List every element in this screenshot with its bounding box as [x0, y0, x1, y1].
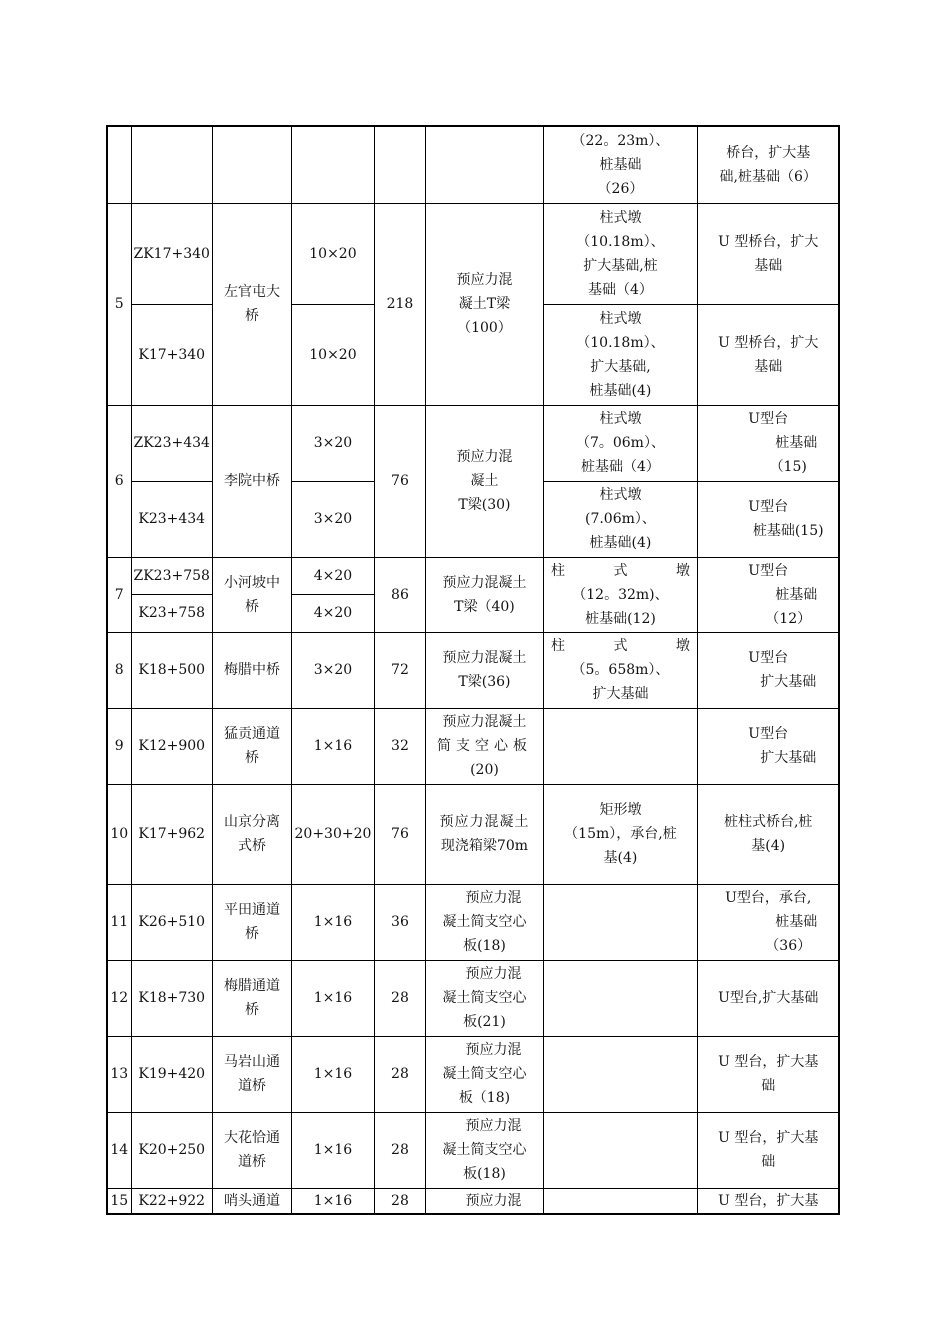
- cell-span: 1×16: [291, 1036, 374, 1112]
- cell-span: 1×16: [291, 884, 374, 960]
- text-line: (20): [470, 762, 499, 778]
- text-line: 础: [761, 1078, 776, 1094]
- text-line: 猛贡通道: [223, 726, 280, 742]
- cell-abutment: [697, 1036, 839, 1112]
- text-line: U型台: [748, 562, 789, 579]
- table-row: [107, 1112, 839, 1188]
- cell-stake: K23+434: [131, 481, 212, 557]
- cell-superstructure: [425, 884, 543, 960]
- cell-stake: K23+758: [131, 594, 212, 632]
- text-line: 预应力混凝土: [439, 814, 530, 830]
- cell-stake: ZK23+758: [131, 557, 212, 594]
- cell-abutment: [697, 126, 839, 203]
- cell-stake: [131, 126, 212, 203]
- text-line: U型台,扩大基础: [718, 990, 819, 1006]
- text-line: U 型桥台，扩大: [718, 233, 819, 250]
- text-line: （10.18m）、: [576, 334, 665, 351]
- table-row: [107, 1036, 839, 1112]
- cell-name: [212, 884, 291, 960]
- cell-abutment: [697, 884, 839, 960]
- cell-length: 32: [374, 708, 425, 784]
- text-line: （7。06m）、: [575, 435, 665, 451]
- cell-no: 15: [107, 1188, 131, 1214]
- text-line: 左官屯大: [223, 284, 280, 300]
- cell-abutment: [697, 708, 839, 784]
- cell-length: 28: [374, 960, 425, 1036]
- text-line: 道桥: [237, 1078, 266, 1094]
- cell-length: 28: [374, 1112, 425, 1188]
- cell-stake: K26+510: [131, 884, 212, 960]
- text-line: 桥: [244, 926, 259, 942]
- cell-no: 6: [107, 405, 131, 557]
- cell-stake: K17+962: [131, 784, 212, 884]
- cell-no: 10: [107, 784, 131, 884]
- table-row: [107, 1188, 839, 1214]
- text-line: 桩基础（4）: [580, 459, 660, 475]
- cell-length: 72: [374, 632, 425, 708]
- cell-span: 10×20: [291, 203, 374, 304]
- cell-length: 36: [374, 884, 425, 960]
- text-line: 式桥: [237, 838, 266, 854]
- text-line: 桩基础: [775, 914, 818, 930]
- cell-length: 76: [374, 405, 425, 557]
- text-line: 扩大基础,: [590, 358, 651, 375]
- text-line: 凝土: [470, 473, 499, 489]
- text-line: 桩基础(4): [589, 382, 652, 399]
- cell-name: [212, 557, 291, 632]
- text-line: （12。32m)、: [572, 586, 669, 603]
- text-line: （15m），承台,桩: [564, 826, 677, 842]
- text-line: 预应力混: [456, 449, 513, 465]
- cell-no: 12: [107, 960, 131, 1036]
- cell-span: 3×20: [291, 405, 374, 481]
- cell-span: 4×20: [291, 557, 374, 594]
- text-line: 预应力混: [465, 1118, 522, 1134]
- text-line: （36）: [765, 938, 812, 954]
- text-line: 梅腊中桥: [223, 662, 280, 678]
- text-line: 板(18): [463, 938, 506, 954]
- table-row: [107, 126, 839, 203]
- text-line: 凝土简支空心: [442, 990, 527, 1006]
- cell-superstructure: [425, 203, 543, 405]
- cell-abutment: [697, 632, 839, 708]
- cell-pier: [543, 1112, 697, 1188]
- text-line: （26）: [597, 180, 644, 197]
- table-row: [107, 405, 839, 481]
- text-line: 山京分离: [223, 814, 280, 830]
- text-line: 基(4): [603, 850, 638, 866]
- text-line: 凝土简支空心: [442, 1066, 527, 1082]
- text-line: 柱式墩: [599, 487, 642, 503]
- bridge-table: [106, 125, 840, 1215]
- text-line: 桩基础(15): [752, 523, 824, 539]
- text-line: 梅腊通道: [223, 978, 280, 994]
- cell-abutment: [697, 784, 839, 884]
- text-line: 扩大基础: [760, 674, 817, 690]
- cell-pier: [543, 632, 697, 708]
- text-line: 础: [761, 1154, 776, 1170]
- cell-name: [212, 126, 291, 203]
- text-line: 道桥: [237, 1154, 266, 1170]
- cell-name: [212, 1036, 291, 1112]
- cell-pier: [543, 203, 697, 304]
- text-line: 大花恰通: [223, 1130, 280, 1146]
- cell-pier: [543, 1036, 697, 1112]
- text-line: U型台，承台,: [725, 890, 812, 906]
- text-line: 桩基础(4): [589, 535, 652, 551]
- cell-abutment: [697, 304, 839, 405]
- cell-superstructure: [425, 708, 543, 784]
- cell-name: [212, 1112, 291, 1188]
- cell-stake: K12+900: [131, 708, 212, 784]
- text-line: 桩基础: [775, 435, 818, 451]
- cell-span: [291, 126, 374, 203]
- cell-abutment: [697, 1188, 839, 1214]
- text-line: （15): [769, 459, 807, 475]
- cell-no: 14: [107, 1112, 131, 1188]
- cell-name: [212, 203, 291, 405]
- cell-no: 13: [107, 1036, 131, 1112]
- text-line: 预应力混: [465, 890, 522, 906]
- text-line: 桥台，扩大基: [726, 144, 811, 161]
- cell-superstructure: [425, 557, 543, 632]
- text-line: （12）: [765, 610, 812, 627]
- table-row: [107, 784, 839, 884]
- cell-pier: [543, 884, 697, 960]
- cell-length: 28: [374, 1036, 425, 1112]
- text-line: T梁(36): [458, 674, 511, 690]
- cell-name: [212, 784, 291, 884]
- text-line: 础,桩基础（6）: [719, 168, 817, 185]
- text-line: 板(21): [463, 1014, 506, 1030]
- text-line: 扩大基础,桩: [583, 257, 658, 274]
- cell-length: 28: [374, 1188, 425, 1214]
- cell-pier: [543, 557, 697, 632]
- text-line: 桩基础: [599, 156, 642, 173]
- text-line: 基础: [754, 358, 783, 375]
- text-line: 简支空心板: [436, 738, 532, 754]
- cell-span: 3×20: [291, 632, 374, 708]
- cell-name: [212, 708, 291, 784]
- table-row: [107, 203, 839, 304]
- cell-name: [212, 960, 291, 1036]
- table-row: [107, 708, 839, 784]
- cell-no: 8: [107, 632, 131, 708]
- text-line: 基础（4）: [587, 281, 653, 298]
- text-line: U 型台，扩大基: [718, 1054, 819, 1070]
- text-line: （5。658m）、: [571, 662, 670, 678]
- cell-superstructure: [425, 1112, 543, 1188]
- cell-stake: K17+340: [131, 304, 212, 405]
- table-row: [107, 960, 839, 1036]
- text-line: U型台: [748, 411, 789, 427]
- text-line: U型台: [748, 499, 789, 515]
- text-line: T梁(30): [458, 497, 511, 513]
- text-line: 李院中桥: [223, 473, 280, 489]
- text-line: 柱 式 墩: [551, 562, 690, 579]
- table-row: [107, 557, 839, 594]
- cell-abutment: [697, 960, 839, 1036]
- text-line: 预应力混: [465, 1042, 522, 1058]
- text-line: 板（18): [458, 1090, 511, 1106]
- cell-stake: K20+250: [131, 1112, 212, 1188]
- cell-length: 218: [374, 203, 425, 405]
- cell-superstructure: [425, 1188, 543, 1214]
- cell-abutment: [697, 405, 839, 481]
- text-line: 预应力混凝土: [442, 714, 527, 730]
- text-line: （10.18m）、: [576, 233, 665, 250]
- cell-stake: ZK23+434: [131, 405, 212, 481]
- cell-pier: [543, 1188, 697, 1214]
- cell-abutment: [697, 481, 839, 557]
- cell-pier: [543, 126, 697, 203]
- text-line: 哨头通道: [223, 1192, 280, 1209]
- text-line: （100）: [457, 320, 512, 336]
- text-line: 现浇箱梁70m: [440, 838, 528, 854]
- text-line: 预应力混: [465, 1192, 522, 1209]
- cell-span: 20+30+20: [291, 784, 374, 884]
- text-line: 扩大基础: [760, 750, 817, 766]
- cell-span: 3×20: [291, 481, 374, 557]
- cell-superstructure: [425, 1036, 543, 1112]
- cell-span: 1×16: [291, 1112, 374, 1188]
- cell-length: [374, 126, 425, 203]
- cell-name: [212, 405, 291, 557]
- table-row: [107, 884, 839, 960]
- text-line: U 型台，扩大基: [718, 1192, 819, 1209]
- text-line: U 型桥台，扩大: [718, 334, 819, 351]
- cell-span: 1×16: [291, 708, 374, 784]
- text-line: 扩大基础: [592, 686, 649, 702]
- text-line: 小河坡中: [223, 574, 280, 591]
- text-line: 桥: [244, 1002, 259, 1018]
- text-line: 凝土简支空心: [442, 914, 527, 930]
- cell-span: 1×16: [291, 1188, 374, 1214]
- text-line: 桩基础(12): [585, 610, 656, 627]
- cell-name: [212, 1188, 291, 1214]
- cell-stake: K18+500: [131, 632, 212, 708]
- text-line: 柱 式 墩: [551, 638, 690, 654]
- cell-pier: [543, 784, 697, 884]
- cell-pier: [543, 708, 697, 784]
- text-line: 桩基础: [775, 586, 818, 603]
- cell-stake: ZK17+340: [131, 203, 212, 304]
- cell-pier: [543, 304, 697, 405]
- text-line: （22。23m）、: [571, 132, 670, 149]
- text-line: 板(18): [463, 1166, 506, 1182]
- text-line: 预应力混: [456, 272, 513, 288]
- text-line: 预应力混凝土: [442, 650, 527, 666]
- cell-abutment: [697, 1112, 839, 1188]
- text-line: T梁（40): [454, 598, 515, 615]
- cell-name: [212, 632, 291, 708]
- text-line: 桥: [244, 308, 259, 324]
- table-row: [107, 632, 839, 708]
- cell-superstructure: [425, 405, 543, 557]
- cell-abutment: [697, 203, 839, 304]
- text-line: 预应力混: [465, 966, 522, 982]
- cell-length: 76: [374, 784, 425, 884]
- cell-no: [107, 126, 131, 203]
- text-line: 凝土T梁: [458, 296, 511, 312]
- cell-no: 9: [107, 708, 131, 784]
- cell-superstructure: [425, 126, 543, 203]
- text-line: U型台: [748, 650, 789, 666]
- cell-no: 11: [107, 884, 131, 960]
- cell-span: 4×20: [291, 594, 374, 632]
- cell-superstructure: [425, 632, 543, 708]
- cell-superstructure: [425, 784, 543, 884]
- text-line: 桥: [244, 750, 259, 766]
- cell-stake: K19+420: [131, 1036, 212, 1112]
- cell-superstructure: [425, 960, 543, 1036]
- cell-span: 1×16: [291, 960, 374, 1036]
- cell-span: 10×20: [291, 304, 374, 405]
- text-line: 基(4): [751, 838, 786, 854]
- cell-stake: K22+922: [131, 1188, 212, 1214]
- text-line: 柱式墩: [599, 209, 642, 226]
- text-line: 柱式墩: [599, 411, 642, 427]
- text-line: 凝土简支空心: [442, 1142, 527, 1158]
- text-line: 桩柱式桥台,桩: [723, 814, 813, 830]
- text-line: U型台: [748, 726, 789, 742]
- cell-no: 5: [107, 203, 131, 405]
- text-line: 基础: [754, 257, 783, 274]
- text-line: 马岩山通: [223, 1054, 280, 1070]
- cell-pier: [543, 960, 697, 1036]
- text-line: 预应力混凝土: [442, 574, 527, 591]
- cell-pier: [543, 405, 697, 481]
- text-line: 平田通道: [223, 902, 280, 918]
- cell-no: 7: [107, 557, 131, 632]
- text-line: (7.06m）、: [584, 511, 656, 527]
- text-line: U 型台，扩大基: [718, 1130, 819, 1146]
- cell-stake: K18+730: [131, 960, 212, 1036]
- cell-abutment: [697, 557, 839, 632]
- cell-pier: [543, 481, 697, 557]
- text-line: 柱式墩: [599, 310, 642, 327]
- cell-length: 86: [374, 557, 425, 632]
- text-line: 矩形墩: [599, 802, 642, 818]
- text-line: 桥: [244, 598, 259, 615]
